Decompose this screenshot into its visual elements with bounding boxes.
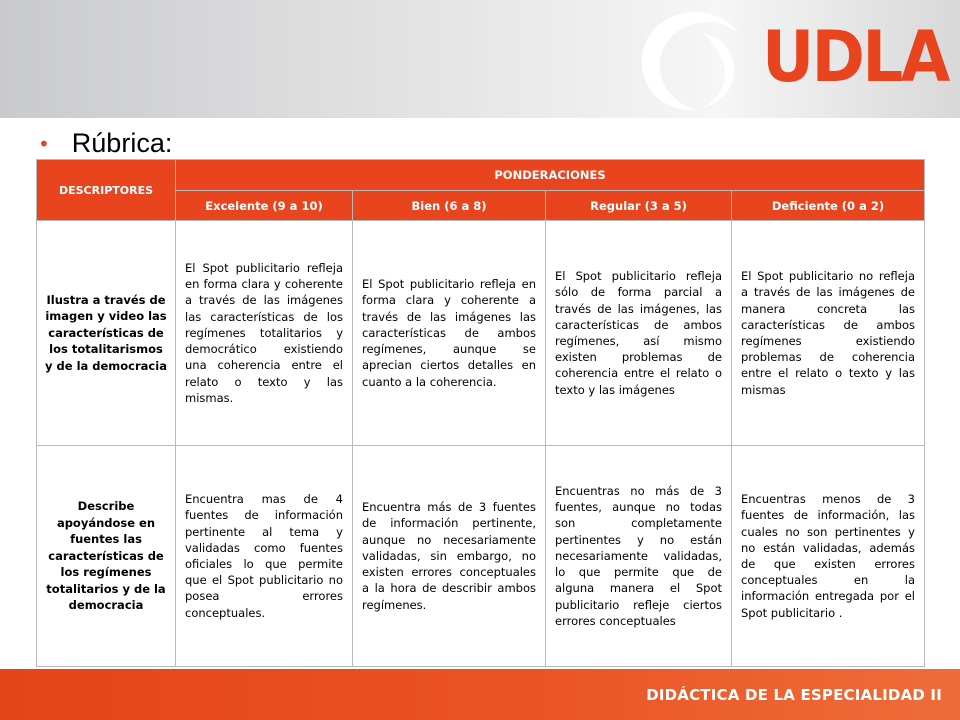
descriptor-cell: Ilustra a través de imagen y video las características de los totalitarismos y de la democracia bbox=[37, 221, 176, 446]
rubric-table bbox=[36, 159, 925, 667]
table-row bbox=[37, 446, 925, 667]
bullet-icon: • bbox=[38, 131, 50, 156]
criteria-cell: El Spot publicitario refleja en forma clara y coherente a través de las imágenes las características de los regímenes totalitarios y democrático existiendo una coherencia entre el relato o texto y las mismas. bbox=[176, 221, 353, 446]
criteria-cell: Encuentra mas de 4 fuentes de información pertinente al tema y validadas como fuentes oficiales lo que permite que el Spot publicitario no posea errores conceptuales. bbox=[176, 446, 353, 667]
criteria-cell: El Spot publicitario refleja sólo de forma parcial a través de las imágenes, las características de ambos regímenes, así mismo existen problemas de coherencia entre el relato o texto y las imágenes bbox=[546, 221, 732, 446]
criteria-cell: Encuentras no más de 3 fuentes, aunque no todas son completamente pertinentes y no están necesariamente validadas, lo que permite que de alguna manera el Spot publicitario refleje ciertos errores conceptuales bbox=[546, 446, 732, 667]
ponderaciones-header: PONDERACIONES bbox=[176, 160, 925, 191]
descriptors-header: DESCRIPTORES bbox=[37, 160, 176, 221]
level-header-deficiente: Deficiente (0 a 2) bbox=[732, 191, 925, 221]
criteria-cell: El Spot publicitario refleja en forma clara y coherente a través de las imágenes las características de ambos regímenes, aunque se aprecian ciertos detalles en cuanto a la coherencia. bbox=[353, 221, 546, 446]
udla-swoosh-icon bbox=[632, 6, 752, 114]
header-banner bbox=[0, 0, 960, 118]
criteria-cell: Encuentras menos de 3 fuentes de información, las cuales no son pertinentes y no están validadas, además de que existen errores conceptuales en la información entregada por el Spot publicitario . bbox=[732, 446, 925, 667]
criteria-cell: Encuentra más de 3 fuentes de información pertinente, aunque no necesariamente validadas, sin embargo, no existen errores conceptuales a la hora de describir ambos regímenes. bbox=[353, 446, 546, 667]
level-header-excelente: Excelente (9 a 10) bbox=[176, 191, 353, 221]
footer-banner bbox=[0, 669, 960, 720]
udla-logo-text: UDLA bbox=[762, 16, 948, 98]
slide-title: Rúbrica: bbox=[71, 128, 173, 158]
level-header-regular: Regular (3 a 5) bbox=[546, 191, 732, 221]
table-row bbox=[37, 221, 925, 446]
descriptor-cell: Describe apoyándose en fuentes las características de los regímenes totalitarios y de la democracia bbox=[37, 446, 176, 667]
criteria-cell: El Spot publicitario no refleja a través de las imágenes de manera concreta las características de ambos regímenes existiendo problemas de coherencia entre el relato o texto y las mismas bbox=[732, 221, 925, 446]
title-row bbox=[38, 128, 172, 159]
course-title: DIDÁCTICA DE LA ESPECIALIDAD II bbox=[646, 686, 942, 704]
level-header-bien: Bien (6 a 8) bbox=[353, 191, 546, 221]
